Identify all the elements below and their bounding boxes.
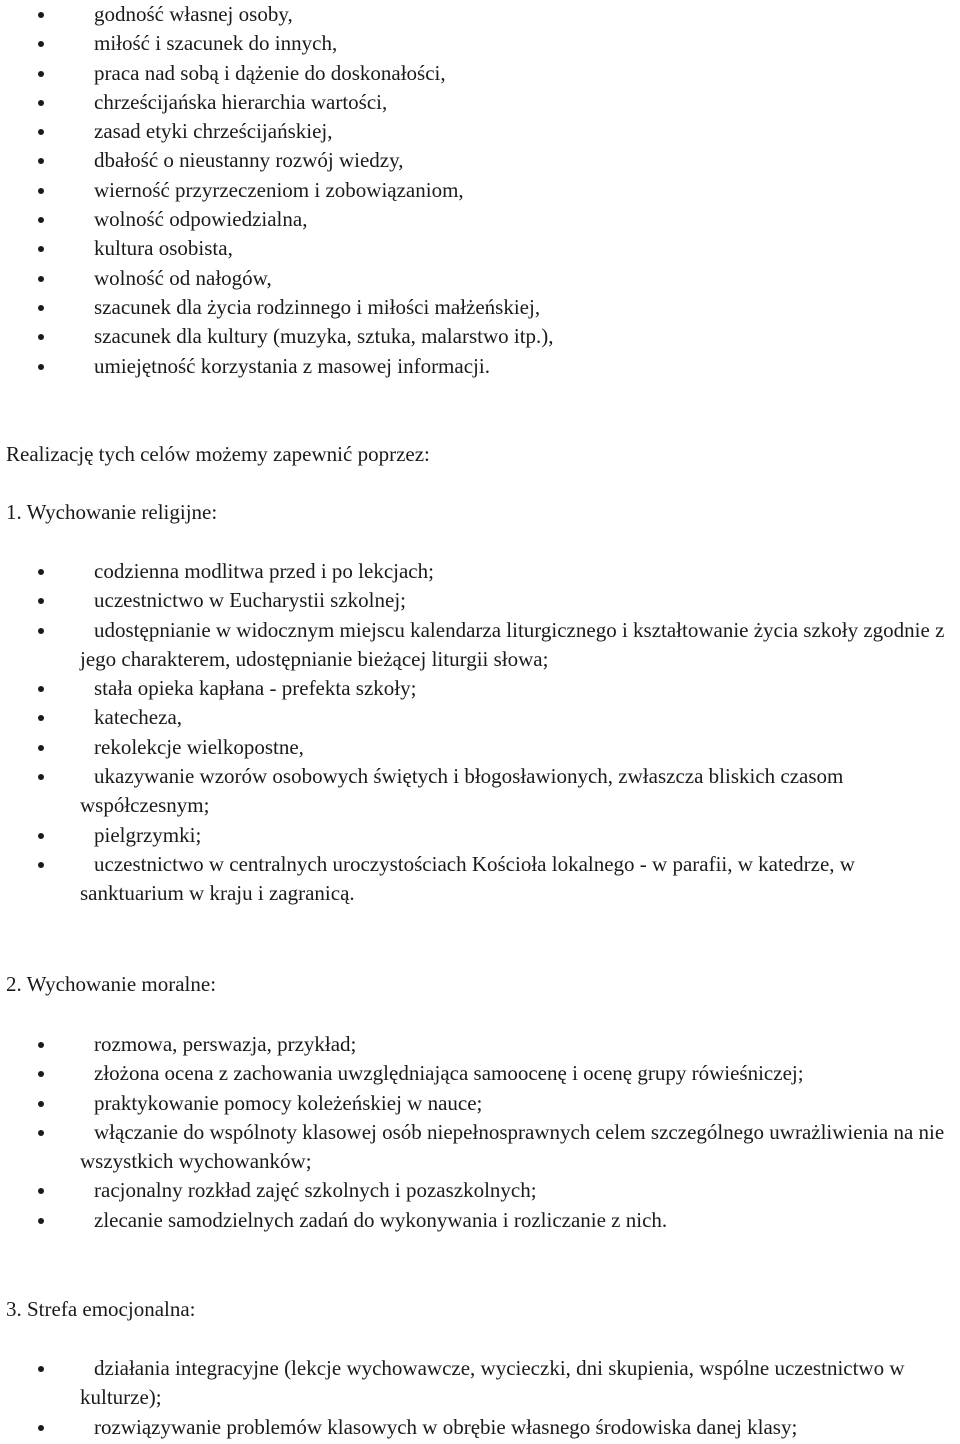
list-item [0,586,960,615]
list-item [0,88,960,117]
list-item-text: katecheza, [94,705,183,730]
list-item-text: chrześcijańska hierarchia wartości, [94,89,388,114]
list-item-text: rozmowa, perswazja, przykład; [94,1032,357,1056]
moral-list [0,1030,960,1235]
bullet-icon [38,100,44,106]
list-item [0,733,960,762]
bullet-icon [38,862,44,868]
list-item-text: praktykowanie pomocy koleżeńskiej w nauce; [94,1090,483,1115]
list-item [0,117,960,146]
list-item [0,674,960,703]
list-item-text: udostępnianie w widocznym miejscu kalendarza liturgicznego i kształtowanie życia szkoły zgodnie z jego charakterem, udostępnianie bieżącej liturgii słowa; [80,617,945,671]
list-item-text: złożona ocena z zachowania uwzględniająca samoocenę i ocenę grupy rówieśniczej; [94,1061,804,1086]
bullet-icon [38,1218,44,1224]
list-item [0,821,960,850]
list-item [0,1413,960,1442]
list-item [0,557,960,586]
list-item [0,352,960,381]
list-item [0,1206,960,1235]
bullet-icon [38,1130,44,1136]
values-list [0,0,960,381]
bullet-icon [38,217,44,223]
bullet-icon [38,276,44,282]
bullet-icon [38,1101,44,1107]
list-item [0,293,960,322]
bullet-icon [38,833,44,839]
bullet-icon [38,1071,44,1077]
bullet-icon [38,129,44,135]
list-item-text: włączanie do wspólnoty klasowej osób niepełnosprawnych celem szczególnego uwrażliwienia na nie wszystkich wychowanków; [80,1119,945,1174]
section-heading-moral: 2. Wychowanie moralne: [6,972,217,996]
section-heading-religious: 1. Wychowanie religijne: [6,500,218,524]
list-item [0,264,960,293]
list-item-text: rekolekcje wielkopostne, [94,734,304,759]
list-item-text: uczestnictwo w Eucharystii szkolnej; [94,588,406,613]
list-item-text: ukazywanie wzorów osobowych świętych i błogosławionych, zwłaszcza bliskich czasom współczesnym; [80,764,844,818]
bullet-icon [38,715,44,721]
list-item-text: umiejętność korzystania z masowej informacji. [94,353,490,378]
list-item [0,703,960,732]
bullet-icon [38,628,44,634]
list-item-text: uczestnictwo w centralnych uroczystościach Kościoła lokalnego - w parafii, w katedrze, w sanktuarium w kraju i zagranicą. [80,851,855,906]
section-heading-emotional: 3. Strefa emocjonalna: [6,1297,196,1321]
list-item [0,29,960,58]
emotional-list [0,1354,960,1442]
list-item [0,850,960,909]
list-item-text: godność własnej osoby, [94,2,293,26]
list-item-text: miłość i szacunek do innych, [94,31,338,56]
intro-paragraph: Realizację tych celów możemy zapewnić poprzez: [6,442,430,466]
bullet-icon [38,1425,44,1431]
list-item [0,322,960,351]
list-item [0,0,960,29]
list-item-text: wolność od nałogów, [94,265,272,290]
list-item-text: kultura osobista, [94,236,233,261]
bullet-icon [38,774,44,780]
bullet-icon [38,745,44,751]
bullet-icon [38,246,44,252]
list-item-text: codzienna modlitwa przed i po lekcjach; [94,559,434,583]
bullet-icon [38,1042,44,1048]
list-item-text: pielgrzymki; [94,822,202,847]
list-item-text: szacunek dla kultury (muzyka, sztuka, malarstwo itp.), [94,324,554,349]
list-item [0,1176,960,1205]
list-item-text: zlecanie samodzielnych zadań do wykonywania i rozliczanie z nich. [94,1207,668,1232]
bullet-icon [38,1366,44,1372]
list-item [0,1089,960,1118]
list-item [0,1118,960,1177]
bullet-icon [38,1188,44,1194]
list-item [0,1030,960,1059]
list-item-text: praca nad sobą i dążenie do doskonałości, [94,60,446,85]
list-item-text: szacunek dla życia rodzinnego i miłości małżeńskiej, [94,294,541,319]
list-item [0,234,960,263]
list-item [0,616,960,675]
list-item-text: stała opieka kapłana - prefekta szkoły; [94,676,417,701]
list-item [0,1059,960,1088]
list-item [0,59,960,88]
list-item [0,176,960,205]
bullet-icon [38,188,44,194]
list-item-text: rozwiązywanie problemów klasowych w obrębie własnego środowiska danej klasy; [94,1414,798,1439]
list-item-text: działania integracyjne (lekcje wychowawcze, wycieczki, dni skupienia, wspólne uczestnictwo w kulturze); [80,1356,905,1410]
list-item [0,1354,960,1413]
bullet-icon [38,41,44,47]
list-item [0,205,960,234]
bullet-icon [38,598,44,604]
list-item [0,146,960,175]
bullet-icon [38,686,44,692]
list-item-text: zasad etyki chrześcijańskiej, [94,119,333,144]
bullet-icon [38,364,44,370]
list-item-text: racjonalny rozkład zajęć szkolnych i pozaszkolnych; [94,1178,537,1203]
list-item [0,762,960,821]
list-item-text: wolność odpowiedzialna, [94,207,308,232]
religious-list [0,557,960,909]
bullet-icon [38,12,44,18]
bullet-icon [38,334,44,340]
bullet-icon [38,158,44,164]
bullet-icon [38,569,44,575]
list-item-text: dbałość o nieustanny rozwój wiedzy, [94,148,404,173]
bullet-icon [38,71,44,77]
bullet-icon [38,305,44,311]
list-item-text: wierność przyrzeczeniom i zobowiązaniom, [94,177,464,202]
